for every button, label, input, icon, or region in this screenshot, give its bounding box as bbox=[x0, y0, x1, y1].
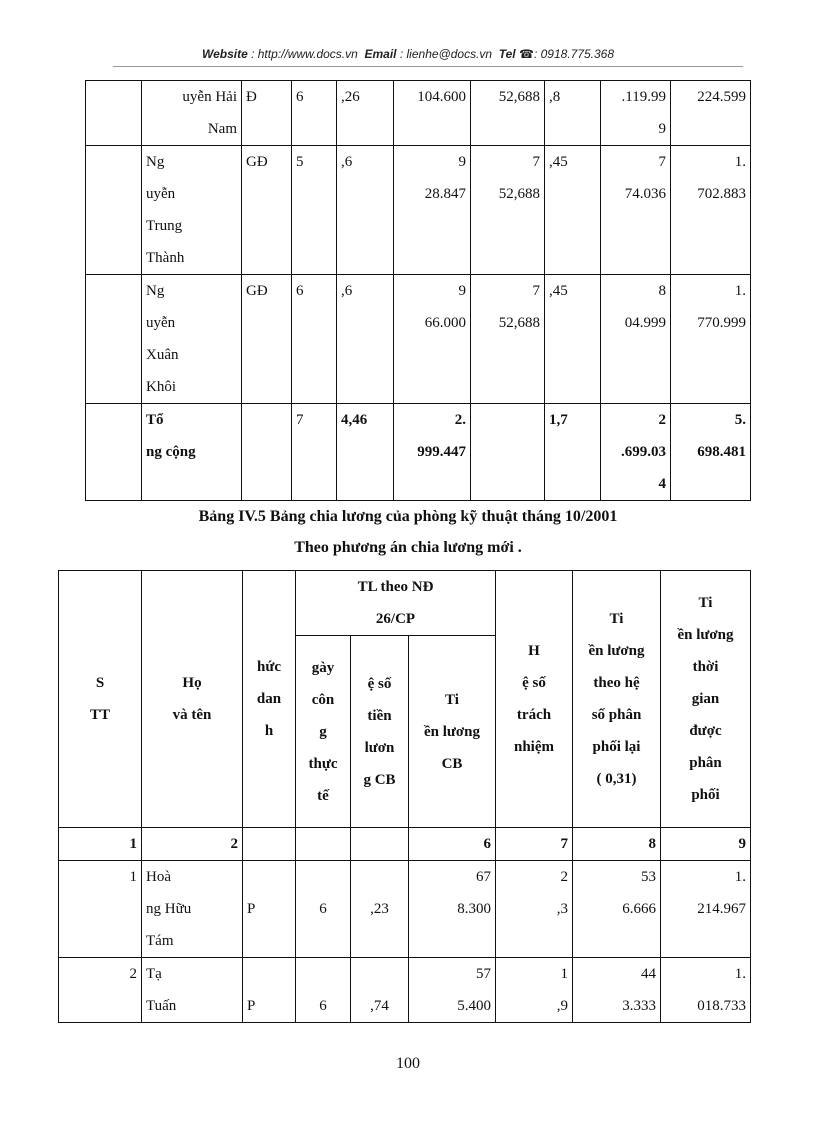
header-redistribution: Ti ền lương theo hệ số phân phối lại ( 0,31) bbox=[573, 571, 661, 828]
table-cell: 9 28.847 bbox=[394, 146, 471, 275]
table-cell: 6 bbox=[296, 861, 351, 958]
table-cell: Đ bbox=[242, 81, 292, 146]
table-cell: 2. 999.447 bbox=[394, 404, 471, 501]
table-cell bbox=[242, 404, 292, 501]
table-cell: GĐ bbox=[242, 275, 292, 404]
header-time-salary: Ti ền lương thời gian được phân phối bbox=[661, 571, 751, 828]
index-cell: 7 bbox=[496, 828, 573, 861]
index-cell: 1 bbox=[59, 828, 142, 861]
table-cell: 104.600 bbox=[394, 81, 471, 146]
table-cell: ,6 bbox=[337, 146, 394, 275]
table-cell: 5. 698.481 bbox=[671, 404, 751, 501]
header-base-salary: Ti ền lương CB bbox=[409, 636, 496, 828]
table-cell: ,74 bbox=[351, 958, 409, 1023]
page-header bbox=[0, 47, 816, 61]
table-cell: 1 bbox=[59, 861, 142, 958]
table-cell bbox=[86, 81, 142, 146]
salary-distribution-table bbox=[58, 570, 751, 1023]
table-cell: 9 66.000 bbox=[394, 275, 471, 404]
table-cell: 53 6.666 bbox=[573, 861, 661, 958]
table-cell bbox=[86, 404, 142, 501]
header-group-nd26: TL theo NĐ 26/CP bbox=[296, 571, 496, 636]
table-cell: .119.99 9 bbox=[601, 81, 671, 146]
header-position: hức dan h bbox=[243, 571, 296, 828]
email-value: : lienhe@docs.vn bbox=[399, 47, 493, 61]
website-value: : http://www.docs.vn bbox=[251, 47, 358, 61]
table-cell: 7 74.036 bbox=[601, 146, 671, 275]
table-row bbox=[86, 81, 751, 146]
salary-table-continued bbox=[85, 80, 751, 501]
table-cell: 6 bbox=[292, 275, 337, 404]
page-number: 100 bbox=[396, 1055, 420, 1072]
table-cell: 57 5.400 bbox=[409, 958, 496, 1023]
table-cell: 8 04.999 bbox=[601, 275, 671, 404]
tel-value: : 0918.775.368 bbox=[533, 47, 615, 61]
table-cell: 67 8.300 bbox=[409, 861, 496, 958]
header-divider bbox=[113, 66, 743, 67]
header-coefficient: ệ số tiền lươn g CB bbox=[351, 636, 409, 828]
table-row bbox=[59, 958, 751, 1023]
table-cell: Tổ ng cộng bbox=[142, 404, 242, 501]
table-cell bbox=[86, 146, 142, 275]
table-cell: 6 bbox=[292, 81, 337, 146]
table-cell: 1. 018.733 bbox=[661, 958, 751, 1023]
email-label: Email bbox=[364, 47, 397, 61]
table-cell: 1 ,9 bbox=[496, 958, 573, 1023]
website-label: Website bbox=[201, 47, 248, 61]
table-cell: 1,7 bbox=[545, 404, 601, 501]
tel-label: Tel bbox=[498, 47, 516, 61]
table-cell: 2 bbox=[59, 958, 142, 1023]
header-name: Họ và tên bbox=[142, 571, 243, 828]
header-stt: S TT bbox=[59, 571, 142, 828]
table-cell bbox=[471, 404, 545, 501]
table-cell: ,26 bbox=[337, 81, 394, 146]
table-cell: ,45 bbox=[545, 146, 601, 275]
table-cell: 1. 214.967 bbox=[661, 861, 751, 958]
table-cell bbox=[86, 275, 142, 404]
table-cell: uyễn Hải Nam bbox=[142, 81, 242, 146]
table-cell: 4,46 bbox=[337, 404, 394, 501]
index-cell bbox=[351, 828, 409, 861]
table-cell: P bbox=[243, 958, 296, 1023]
index-row bbox=[59, 828, 751, 861]
index-cell bbox=[243, 828, 296, 861]
index-cell: 2 bbox=[142, 828, 243, 861]
table-row bbox=[59, 861, 751, 958]
table-cell: 2 ,3 bbox=[496, 861, 573, 958]
table-subcaption: Theo phương án chia lương mới . bbox=[294, 539, 522, 556]
table-cell: 52,688 bbox=[471, 81, 545, 146]
table-cell: 7 52,688 bbox=[471, 275, 545, 404]
table-cell: ,8 bbox=[545, 81, 601, 146]
index-cell bbox=[296, 828, 351, 861]
header-workdays: gày côn g thực tế bbox=[296, 636, 351, 828]
table-cell: Ng uyễn Xuân Khôi bbox=[142, 275, 242, 404]
table-row bbox=[86, 404, 751, 501]
table-row bbox=[86, 146, 751, 275]
table-cell: P bbox=[243, 861, 296, 958]
table-cell: 1. 770.999 bbox=[671, 275, 751, 404]
table-cell: Hoà ng Hữu Tám bbox=[142, 861, 243, 958]
table-cell: Ng uyễn Trung Thành bbox=[142, 146, 242, 275]
phone-icon: ☎ bbox=[519, 47, 534, 61]
index-cell: 6 bbox=[409, 828, 496, 861]
table-cell: 2 .699.03 4 bbox=[601, 404, 671, 501]
table-cell: ,6 bbox=[337, 275, 394, 404]
table-cell: 44 3.333 bbox=[573, 958, 661, 1023]
table-cell: 1. 702.883 bbox=[671, 146, 751, 275]
header-responsibility: H ệ số trách nhiệm bbox=[496, 571, 573, 828]
index-cell: 9 bbox=[661, 828, 751, 861]
table-cell: ,45 bbox=[545, 275, 601, 404]
table-cell: 7 52,688 bbox=[471, 146, 545, 275]
table-cell: 6 bbox=[296, 958, 351, 1023]
table-cell: Tạ Tuấn bbox=[142, 958, 243, 1023]
table-row bbox=[86, 275, 751, 404]
table-cell: 224.599 bbox=[671, 81, 751, 146]
table-cell: GĐ bbox=[242, 146, 292, 275]
table-cell: 7 bbox=[292, 404, 337, 501]
table-cell: ,23 bbox=[351, 861, 409, 958]
index-cell: 8 bbox=[573, 828, 661, 861]
table-cell: 5 bbox=[292, 146, 337, 275]
table-caption: Bảng IV.5 Bảng chia lương của phòng kỹ thuật tháng 10/2001 bbox=[198, 508, 618, 525]
